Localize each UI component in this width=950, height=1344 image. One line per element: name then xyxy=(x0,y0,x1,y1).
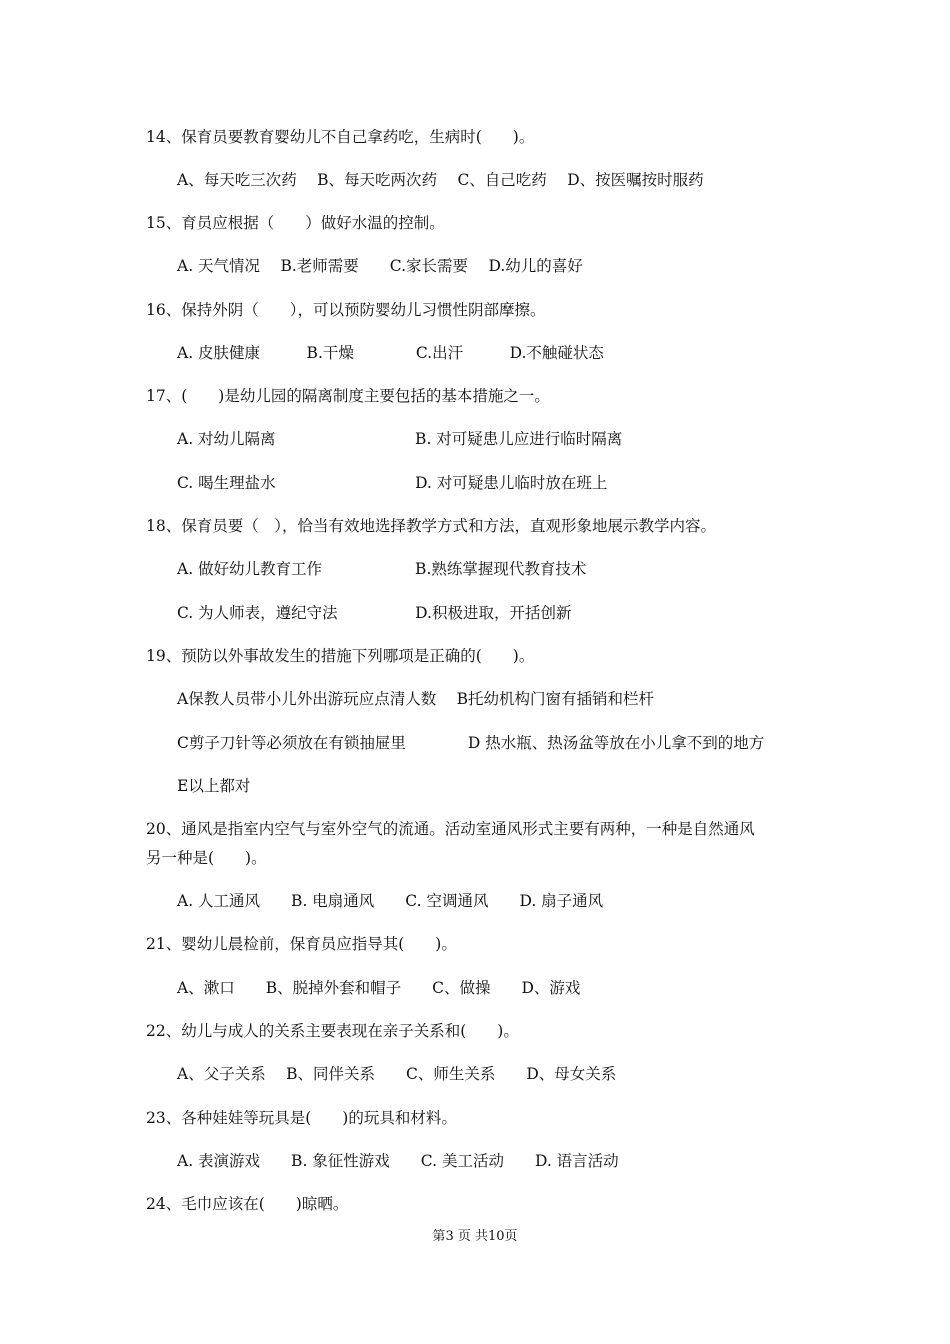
question-20-stem-continued: 另一种是( )。 xyxy=(146,849,267,867)
question-16-options: A. 皮肤健康 B.干燥 C.出汗 D.不触碰状态 xyxy=(177,344,604,362)
question-21-options: A、漱口 B、脱掉外套和帽子 C、做操 D、游戏 xyxy=(177,979,581,997)
footer-suffix: 页 xyxy=(504,1229,518,1244)
page-footer xyxy=(0,1228,950,1246)
question-18-stem: 18、保育员要（ ），恰当有效地选择教学方式和方法，直观形象地展示教学内容。 xyxy=(146,517,716,535)
question-21-stem: 21、婴幼儿晨检前，保育员应指导其( )。 xyxy=(146,935,457,953)
question-22-stem: 22、幼儿与成人的关系主要表现在亲子关系和( )。 xyxy=(146,1022,519,1040)
question-19-options-row-1: A保教人员带小儿外出游玩应点清人数 B托幼机构门窗有插销和栏杆 xyxy=(177,690,655,708)
question-20-stem: 20、通风是指室内空气与室外空气的流通。活动室通风形式主要有两种，一种是自然通风 xyxy=(146,820,755,838)
question-23-stem: 23、各种娃娃等玩具是( )的玩具和材料。 xyxy=(146,1109,457,1127)
footer-total-pages: 10 xyxy=(488,1229,505,1244)
footer-middle: 页 共 xyxy=(457,1229,488,1244)
footer-prefix: 第 xyxy=(432,1229,446,1244)
footer-page-number: 3 xyxy=(445,1229,454,1244)
question-19-options-row-3: E以上都对 xyxy=(177,777,251,795)
question-15-stem: 15、育员应根据（ ）做好水温的控制。 xyxy=(146,214,445,232)
question-20-options: A. 人工通风 B. 电扇通风 C. 空调通风 D. 扇子通风 xyxy=(177,892,604,910)
question-15-options: A. 天气情况 B.老师需要 C.家长需要 D.幼儿的喜好 xyxy=(177,257,583,275)
question-18-options-row-2: C. 为人师表，遵纪守法 D.积极进取，开括创新 xyxy=(177,604,572,622)
question-14-options: A、每天吃三次药 B、每天吃两次药 C、自己吃药 D、按医嘱按时服药 xyxy=(177,171,704,189)
question-17-options-row-2: C. 喝生理盐水 D. 对可疑患儿临时放在班上 xyxy=(177,474,608,492)
question-24-stem: 24、毛巾应该在( )晾晒。 xyxy=(146,1195,349,1213)
question-19-options-row-2: C剪子刀针等必须放在有锁抽屉里 D 热水瓶、热汤盆等放在小儿拿不到的地方 xyxy=(177,734,765,752)
question-18-options-row-1: A. 做好幼儿教育工作 B.熟练掌握现代教育技术 xyxy=(177,560,587,578)
question-22-options: A、父子关系 B、同伴关系 C、师生关系 D、母女关系 xyxy=(177,1065,617,1083)
question-17-stem: 17、( )是幼儿园的隔离制度主要包括的基本措施之一。 xyxy=(146,387,550,405)
question-23-options: A. 表演游戏 B. 象征性游戏 C. 美工活动 D. 语言活动 xyxy=(177,1152,619,1170)
question-14-stem: 14、保育员要教育婴幼儿不自己拿药吃，生病时( )。 xyxy=(146,128,535,146)
question-19-stem: 19、预防以外事故发生的措施下列哪项是正确的( )。 xyxy=(146,647,535,665)
question-17-options-row-1: A. 对幼儿隔离 B. 对可疑患儿应进行临时隔离 xyxy=(177,430,623,448)
question-16-stem: 16、保持外阴（ ），可以预防婴幼儿习惯性阴部摩擦。 xyxy=(146,301,546,319)
